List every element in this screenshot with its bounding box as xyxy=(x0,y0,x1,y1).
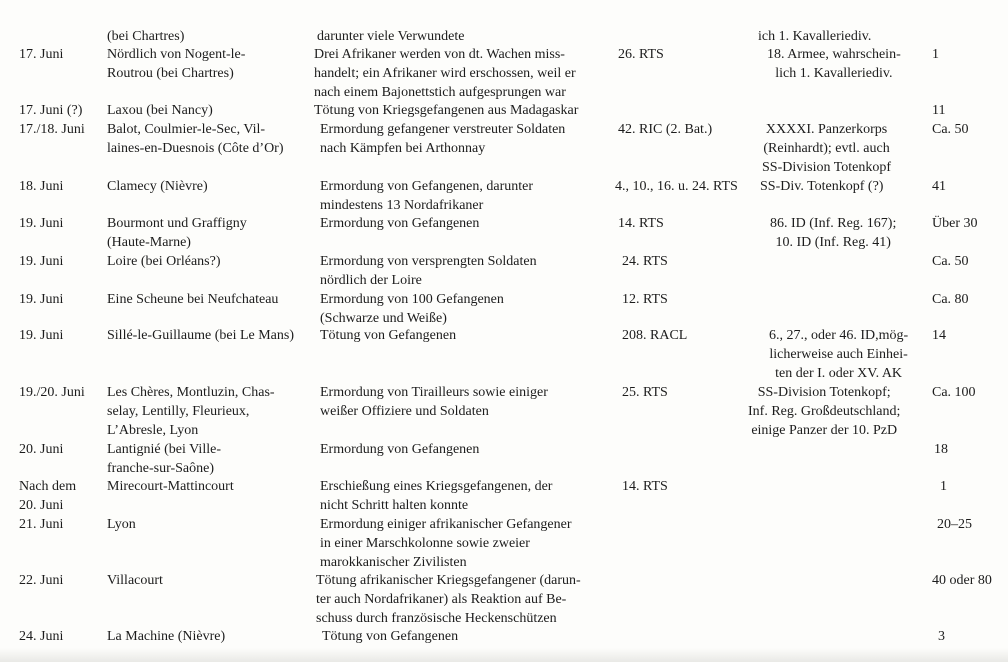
date-cell: 19. Juni xyxy=(19,216,64,231)
victims-cell: Über 30 xyxy=(932,216,978,231)
page-bottom-edge xyxy=(0,648,1008,662)
place-cell: Lantignié (bei Ville- franche-sur-Saône) xyxy=(107,442,221,476)
event-cell: Tötung von Gefangenen xyxy=(322,629,459,644)
perpetrator-cell: XXXXI. Panzerkorps (Reinhardt); evtl. auch SS-Division Totenkopf xyxy=(762,122,892,175)
date-cell: 19. Juni xyxy=(19,328,64,343)
event-cell: darunter viele Verwundete xyxy=(317,29,465,44)
event-cell: Drei Afrikaner werden von dt. Wachen miss- handelt; ein Afrikaner wird erschossen, weil er nach einem Bajonettstich aufgesprungen war xyxy=(314,47,576,100)
perpetrator-cell: SS-Div. Totenkopf (?) xyxy=(760,179,884,194)
place-cell: (bei Chartres) xyxy=(107,29,185,44)
place-cell: Balot, Coulmier-le-Sec, Vil- laines-en-Duesnois (Côte d’Or) xyxy=(107,122,284,156)
date-cell: Nach dem 20. Juni xyxy=(19,479,77,513)
victims-cell: 41 xyxy=(932,179,946,194)
unit-cell: 14. RTS xyxy=(618,216,664,231)
event-cell: Tötung von Gefangenen xyxy=(320,328,457,343)
place-cell: Sillé-le-Guillaume (bei Le Mans) xyxy=(107,328,294,343)
date-cell: 21. Juni xyxy=(19,517,64,532)
date-cell: 22. Juni xyxy=(19,573,64,588)
perpetrator-cell: SS-Division Totenkopf; Inf. Reg. Großdeutschland; einige Panzer der 10. PzD xyxy=(748,385,901,438)
place-cell: Laxou (bei Nancy) xyxy=(107,103,213,118)
victims-cell: 20–25 xyxy=(937,517,972,532)
event-cell: Ermordung von 100 Gefangenen (Schwarze und Weiße) xyxy=(320,292,504,326)
place-cell: Villacourt xyxy=(107,573,163,588)
event-cell: Ermordung von Tirailleurs sowie einiger weißer Offiziere und Soldaten xyxy=(320,385,548,419)
date-cell: 17. Juni xyxy=(19,47,64,62)
date-cell: 18. Juni xyxy=(19,179,64,194)
date-cell: 17. Juni (?) xyxy=(19,103,83,118)
victims-cell: 1 xyxy=(940,479,947,494)
date-cell: 20. Juni xyxy=(19,442,64,457)
place-cell: Bourmont und Graffigny (Haute-Marne) xyxy=(107,216,247,250)
unit-cell: 14. RTS xyxy=(622,479,668,494)
place-cell: Clamecy (Nièvre) xyxy=(107,179,208,194)
unit-cell: 12. RTS xyxy=(622,292,668,307)
place-cell: Les Chères, Montluzin, Chas- selay, Lentilly, Fleurieux, L’Abresle, Lyon xyxy=(107,385,275,438)
place-cell: Loire (bei Orléans?) xyxy=(107,254,221,269)
place-cell: Eine Scheune bei Neufchateau xyxy=(107,292,279,307)
date-cell: 19. Juni xyxy=(19,254,64,269)
perpetrator-cell: 18. Armee, wahrschein- lich 1. Kavalleriediv. xyxy=(767,47,901,81)
place-cell: Nördlich von Nogent-le- Routrou (bei Chartres) xyxy=(107,47,246,81)
event-cell: Ermordung einiger afrikanischer Gefangener in einer Marschkolonne sowie zweier marokkanischer Zivilisten xyxy=(320,517,572,570)
date-cell: 19. Juni xyxy=(19,292,64,307)
victims-cell: 14 xyxy=(932,328,946,343)
event-cell: Ermordung von Gefangenen, darunter mindestens 13 Nordafrikaner xyxy=(320,179,534,213)
place-cell: Lyon xyxy=(107,517,136,532)
victims-cell: 3 xyxy=(938,629,945,644)
victims-cell: 1 xyxy=(932,47,939,62)
victims-cell: Ca. 100 xyxy=(932,385,976,400)
victims-cell: 18 xyxy=(934,442,948,457)
event-cell: Ermordung von Gefangenen xyxy=(320,216,480,231)
unit-cell: 24. RTS xyxy=(622,254,668,269)
unit-cell: 42. RIC (2. Bat.) xyxy=(618,122,713,137)
event-cell: Erschießung eines Kriegsgefangenen, der nicht Schritt halten konnte xyxy=(320,479,553,513)
unit-cell: 4., 10., 16. u. 24. RTS xyxy=(615,179,738,194)
place-cell: Mirecourt-Mattincourt xyxy=(107,479,234,494)
unit-cell: 208. RACL xyxy=(622,328,688,343)
perpetrator-cell: ich 1. Kavalleriediv. xyxy=(758,29,872,44)
perpetrator-cell: 6., 27., oder 46. ID,mög- licherweise auch Einhei- ten der I. oder XV. AK xyxy=(769,328,909,381)
unit-cell: 26. RTS xyxy=(618,47,664,62)
victims-cell: Ca. 50 xyxy=(932,122,969,137)
victims-cell: 11 xyxy=(932,103,946,118)
unit-cell: 25. RTS xyxy=(622,385,668,400)
place-cell: La Machine (Nièvre) xyxy=(107,629,226,644)
event-cell: Ermordung von Gefangenen xyxy=(320,442,480,457)
victims-cell: 40 oder 80 xyxy=(932,573,992,588)
victims-cell: Ca. 50 xyxy=(932,254,969,269)
event-cell: Ermordung von versprengten Soldaten nördlich der Loire xyxy=(320,254,537,288)
event-cell: Tötung afrikanischer Kriegsgefangener (darun- ter auch Nordafrikaner) als Reaktion auf Be- schuss durch französische Heckenschützen xyxy=(316,573,581,626)
event-cell: Tötung von Kriegsgefangenen aus Madagaskar xyxy=(314,103,579,118)
event-cell: Ermordung gefangener verstreuter Soldaten nach Kämpfen bei Arthonnay xyxy=(320,122,566,156)
date-cell: 24. Juni xyxy=(19,629,64,644)
perpetrator-cell: 86. ID (Inf. Reg. 167); 10. ID (Inf. Reg. 41) xyxy=(770,216,897,250)
date-cell: 17./18. Juni xyxy=(19,122,85,137)
date-cell: 19./20. Juni xyxy=(19,385,85,400)
victims-cell: Ca. 80 xyxy=(932,292,969,307)
